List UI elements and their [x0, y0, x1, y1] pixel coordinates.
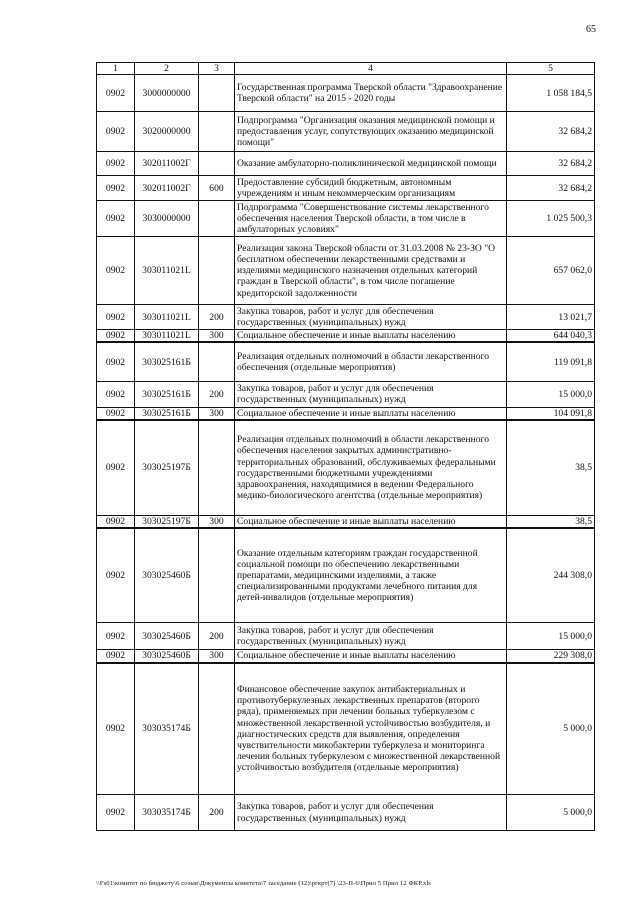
expense-type: 300 [199, 407, 235, 420]
item-name: Подпрограмма "Совершенствование системы лекарственного обеспечения населения Тверской области, в том числе в амбулаторных условиях" [235, 201, 507, 237]
expense-type [199, 152, 235, 176]
expense-type: 200 [199, 381, 235, 407]
item-name: Закупка товаров, работ и услуг для обеспечения государственных (муниципальных) нужд [235, 305, 507, 330]
section-code: 0902 [97, 305, 135, 330]
expense-type: 200 [199, 305, 235, 330]
table-row [97, 237, 595, 305]
header-col-5: 5 [507, 63, 595, 75]
expense-type [199, 528, 235, 623]
expense-type [199, 112, 235, 152]
target-code: 302011002Г [135, 152, 199, 176]
target-code: 303035174Б [135, 663, 199, 795]
amount: 644 040,3 [507, 330, 595, 343]
target-code: 303011021L [135, 305, 199, 330]
target-code: 3000000000 [135, 75, 199, 112]
expense-type [199, 237, 235, 305]
section-code: 0902 [97, 381, 135, 407]
table-row [97, 152, 595, 176]
section-code: 0902 [97, 330, 135, 343]
expense-type: 300 [199, 515, 235, 528]
amount: 229 308,0 [507, 650, 595, 663]
amount: 104 091,8 [507, 407, 595, 420]
target-code: 303011021L [135, 330, 199, 343]
section-code: 0902 [97, 515, 135, 528]
item-name: Реализация закона Тверской области от 31.03.2008 № 23-ЗО "О бесплатном обеспечении лекарственными средствами и изделиями медицинского назначения отдельных категорий граждан в Тверской области", в том числе погашение кредиторской задолженности [235, 237, 507, 305]
expense-type: 300 [199, 650, 235, 663]
expense-type [199, 342, 235, 381]
section-code: 0902 [97, 663, 135, 795]
item-name: Предоставление субсидий бюджетным, автономным учреждениям и иным некоммерческим организациям [235, 176, 507, 201]
item-name: Социальное обеспечение и иные выплаты населению [235, 407, 507, 420]
table-header-row [97, 63, 595, 75]
item-name: Оказание амбулаторно-поликлинической медицинской помощи [235, 152, 507, 176]
item-name: Реализация отдельных полномочий в области лекарственного обеспечения населения закрытых административно-территориальных образований, обслуживаемых федеральными государственными бюджетными учреждениями здравоохранения, находящимися в ведении Федерального медико-биологического агентства (отдельные мероприятия) [235, 420, 507, 515]
footer-file-path: \\Fs01\комитет по бюджету\6 созыв\Документы комитета\7 заседание (12)\ргкрт(7) \23-П-6\Прил 5 Прил 12 ФКР.xls [96, 880, 431, 887]
amount: 1 025 500,3 [507, 201, 595, 237]
table-row [97, 75, 595, 112]
table-row [97, 663, 595, 795]
section-code: 0902 [97, 528, 135, 623]
table-row [97, 407, 595, 420]
table-row [97, 305, 595, 330]
target-code: 303025161Б [135, 407, 199, 420]
table-row [97, 528, 595, 623]
expense-type [199, 420, 235, 515]
header-col-1: 1 [97, 63, 135, 75]
target-code: 303025161Б [135, 381, 199, 407]
item-name: Социальное обеспечение и иные выплаты населению [235, 330, 507, 343]
target-code: 303025161Б [135, 342, 199, 381]
item-name: Закупка товаров, работ и услуг для обеспечения государственных (муниципальных) нужд [235, 795, 507, 831]
section-code: 0902 [97, 176, 135, 201]
section-code: 0902 [97, 237, 135, 305]
header-col-2: 2 [135, 63, 199, 75]
table-row [97, 330, 595, 343]
amount: 5 000,0 [507, 795, 595, 831]
target-code: 303025460Б [135, 650, 199, 663]
amount: 119 091,8 [507, 342, 595, 381]
target-code: 303025197Б [135, 420, 199, 515]
target-code: 3020000000 [135, 112, 199, 152]
expense-type: 600 [199, 176, 235, 201]
table-row [97, 515, 595, 528]
amount: 244 308,0 [507, 528, 595, 623]
target-code: 302011002Г [135, 176, 199, 201]
section-code: 0902 [97, 623, 135, 650]
expense-type: 200 [199, 795, 235, 831]
amount: 38,5 [507, 420, 595, 515]
target-code: 3030000000 [135, 201, 199, 237]
expense-type [199, 201, 235, 237]
item-name: Государственная программа Тверской области "Здравоохранение Тверской области" на 2015 - 2020 годы [235, 75, 507, 112]
section-code: 0902 [97, 420, 135, 515]
amount: 13 021,7 [507, 305, 595, 330]
amount: 657 062,0 [507, 237, 595, 305]
amount: 15 000,0 [507, 381, 595, 407]
target-code: 303025460Б [135, 528, 199, 623]
item-name: Подпрограмма "Организация оказания медицинской помощи и предоставления услуг, сопутствующих оказанию медицинской помощи" [235, 112, 507, 152]
item-name: Социальное обеспечение и иные выплаты населению [235, 515, 507, 528]
section-code: 0902 [97, 650, 135, 663]
table-row [97, 176, 595, 201]
target-code: 303011021L [135, 237, 199, 305]
expense-type [199, 663, 235, 795]
header-col-3: 3 [199, 63, 235, 75]
section-code: 0902 [97, 407, 135, 420]
table-row [97, 420, 595, 515]
amount: 32 684,2 [507, 176, 595, 201]
amount: 5 000,0 [507, 663, 595, 795]
target-code: 303035174Б [135, 795, 199, 831]
table-row [97, 342, 595, 381]
item-name: Реализация отдельных полномочий в области лекарственного обеспечения (отдельные мероприятия) [235, 342, 507, 381]
table-row [97, 381, 595, 407]
page-number: 65 [586, 24, 596, 35]
item-name: Закупка товаров, работ и услуг для обеспечения государственных (муниципальных) нужд [235, 623, 507, 650]
table-row [97, 650, 595, 663]
section-code: 0902 [97, 795, 135, 831]
item-name: Финансовое обеспечение закупок антибактериальных и противотуберкулезных лекарственных препаратов (второго ряда), применяемых при лечении больных туберкулезом с множественной лекарственной устойчивостью возбудителя, и диагностических средств для выявления, определения чувствительности микобактерии туберкулеза и мониторинга лечения больных туберкулезом с множественной лекарственной устойчивостью возбудителя (отдельные мероприятия) [235, 663, 507, 795]
table-row [97, 112, 595, 152]
amount: 15 000,0 [507, 623, 595, 650]
item-name: Оказание отдельным категориям граждан государственной социальной помощи по обеспечению лекарственными препаратами, медицинскими изделиями, а также специализированными продуктами лечебного питания для детей-инвалидов (отдельные мероприятия) [235, 528, 507, 623]
section-code: 0902 [97, 112, 135, 152]
amount: 32 684,2 [507, 152, 595, 176]
section-code: 0902 [97, 342, 135, 381]
amount: 1 058 184,5 [507, 75, 595, 112]
expense-type: 200 [199, 623, 235, 650]
table-row [97, 623, 595, 650]
expense-type: 300 [199, 330, 235, 343]
table-row [97, 201, 595, 237]
target-code: 303025460Б [135, 623, 199, 650]
item-name: Социальное обеспечение и иные выплаты населению [235, 650, 507, 663]
expense-type [199, 75, 235, 112]
section-code: 0902 [97, 201, 135, 237]
amount: 38,5 [507, 515, 595, 528]
header-col-4: 4 [235, 63, 507, 75]
budget-table [96, 62, 595, 831]
section-code: 0902 [97, 152, 135, 176]
section-code: 0902 [97, 75, 135, 112]
item-name: Закупка товаров, работ и услуг для обеспечения государственных (муниципальных) нужд [235, 381, 507, 407]
amount: 32 684,2 [507, 112, 595, 152]
target-code: 303025197Б [135, 515, 199, 528]
table-row [97, 795, 595, 831]
